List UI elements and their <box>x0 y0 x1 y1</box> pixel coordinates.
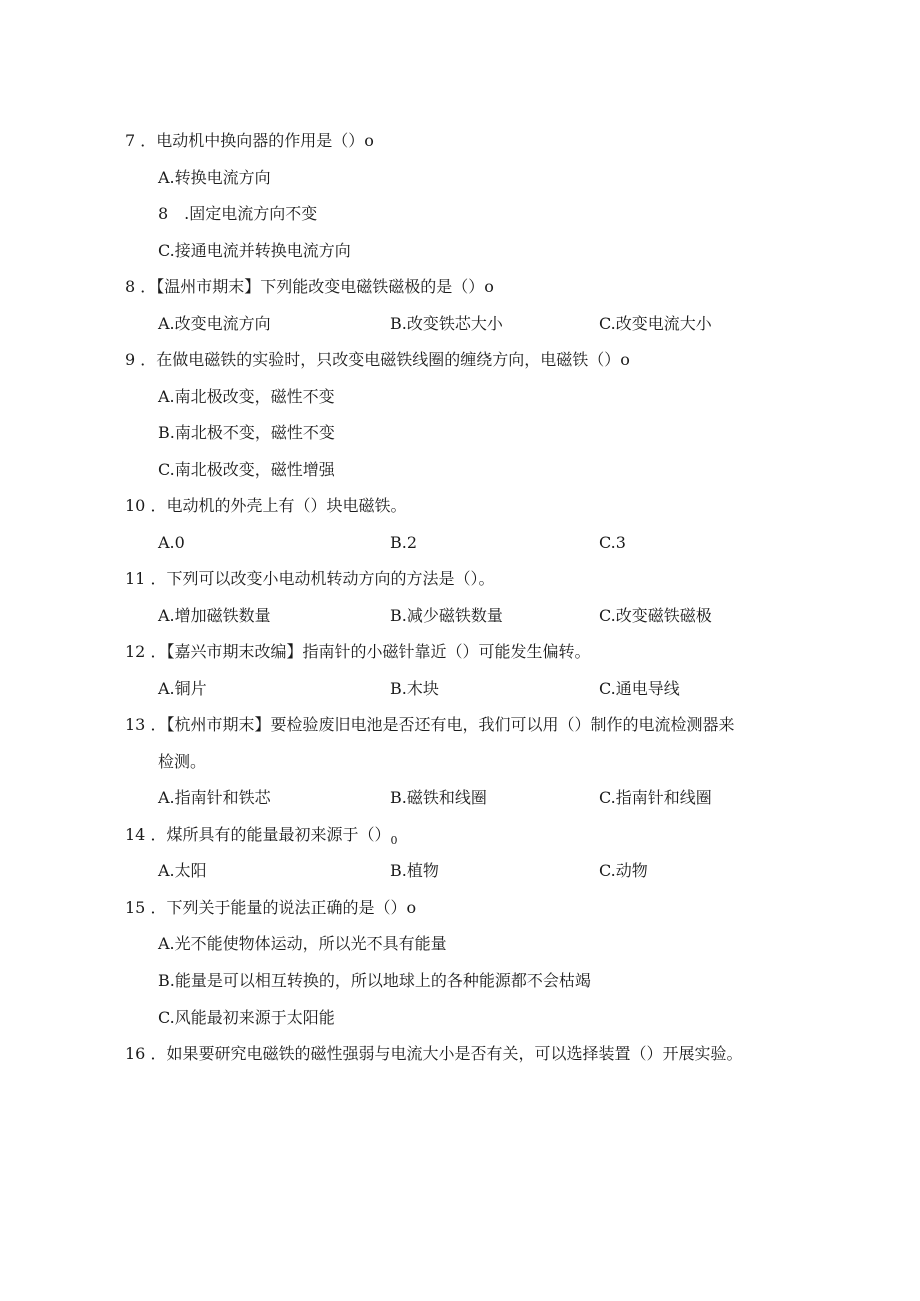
question-14-option-c: C.动物 <box>599 861 648 880</box>
question-7-option-a: A.转换电流方向 <box>158 168 271 187</box>
question-text: ．如果要研究电磁铁的磁性强弱与电流大小是否有关，可以选择装置（）开展实验。 <box>150 1044 743 1063</box>
question-15-option-a: A.光不能使物体运动，所以光不具有能量 <box>158 934 447 953</box>
question-14-option-a: A.太阳 <box>158 861 207 880</box>
question-12-option-a: A.铜片 <box>158 679 207 698</box>
question-10-option-b: B.2 <box>390 533 418 552</box>
question-12-stem <box>125 642 590 662</box>
question-number: 8 <box>125 277 136 296</box>
question-8-option-c: C.改变电流大小 <box>599 314 712 333</box>
question-9-option-b: B.南北极不变，磁性不变 <box>158 423 335 442</box>
question-text: ．【杭州市期末】要检验废旧电池是否还有电，我们可以用（）制作的电流检测器来 <box>150 715 735 734</box>
question-text: ．【温州市期末】下列能改变电磁铁磁极的是（）o <box>140 277 494 296</box>
question-9-option-c: C.南北极改变，磁性增强 <box>158 460 335 479</box>
question-13-stem <box>125 715 734 735</box>
question-number: 12 <box>125 642 146 661</box>
question-7-stem <box>125 131 374 151</box>
question-13-stem-continued: 检测。 <box>158 752 207 771</box>
question-15-option-b: B.能量是可以相互转换的，所以地球上的各种能源都不会枯竭 <box>158 971 591 990</box>
question-number: 9 <box>125 350 136 369</box>
question-7-option-c: C.接通电流并转换电流方向 <box>158 241 351 260</box>
question-text: ．【嘉兴市期末改编】指南针的小磁针靠近（）可能发生偏转。 <box>150 642 591 661</box>
question-10-option-c: C.3 <box>599 533 626 552</box>
question-14-stem <box>125 825 397 851</box>
question-text: ．下列关于能量的说法正确的是（）o <box>150 898 417 917</box>
question-12-option-b: B.木块 <box>390 679 439 698</box>
question-8-option-b: B.改变铁芯大小 <box>390 314 503 333</box>
question-11-option-b: B.减少磁铁数量 <box>390 606 503 625</box>
question-16-stem <box>125 1044 742 1064</box>
question-8-stem <box>125 277 494 297</box>
question-number: 7 <box>125 131 136 150</box>
question-11-stem <box>125 569 494 589</box>
question-15-stem <box>125 898 416 918</box>
question-text: ．电动机的外壳上有（）块电磁铁。 <box>150 496 407 515</box>
question-text: ．下列可以改变小电动机转动方向的方法是（）。 <box>150 569 495 588</box>
question-11-option-c: C.改变磁铁磁极 <box>599 606 712 625</box>
question-13-option-c: C.指南针和线圈 <box>599 788 712 807</box>
question-9-stem <box>125 350 630 370</box>
question-number: 16 <box>125 1044 146 1063</box>
question-number: 15 <box>125 898 146 917</box>
question-number: 13 <box>125 715 146 734</box>
question-subscript: 0 <box>390 834 398 847</box>
question-9-option-a: A.南北极改变，磁性不变 <box>158 387 335 406</box>
question-number: 10 <box>125 496 146 515</box>
question-15-option-c: C.风能最初来源于太阳能 <box>158 1008 335 1027</box>
question-text: ．煤所具有的能量最初来源于（） <box>150 825 391 844</box>
question-11-option-a: A.增加磁铁数量 <box>158 606 271 625</box>
question-number: 11 <box>125 569 146 588</box>
question-13-option-a: A.指南针和铁芯 <box>158 788 271 807</box>
question-8-option-a: A.改变电流方向 <box>158 314 271 333</box>
question-10-option-a: A.0 <box>158 533 185 552</box>
question-10-stem <box>125 496 406 516</box>
question-14-option-b: B.植物 <box>390 861 439 880</box>
question-text: ．电动机中换向器的作用是（）o <box>140 131 374 150</box>
question-7-option-b: 8 .固定电流方向不变 <box>158 204 318 223</box>
question-number: 14 <box>125 825 146 844</box>
question-12-option-c: C.通电导线 <box>599 679 680 698</box>
question-text: ．在做电磁铁的实验时，只改变电磁铁线圈的缠绕方向，电磁铁（）o <box>140 350 630 369</box>
question-13-option-b: B.磁铁和线圈 <box>390 788 487 807</box>
